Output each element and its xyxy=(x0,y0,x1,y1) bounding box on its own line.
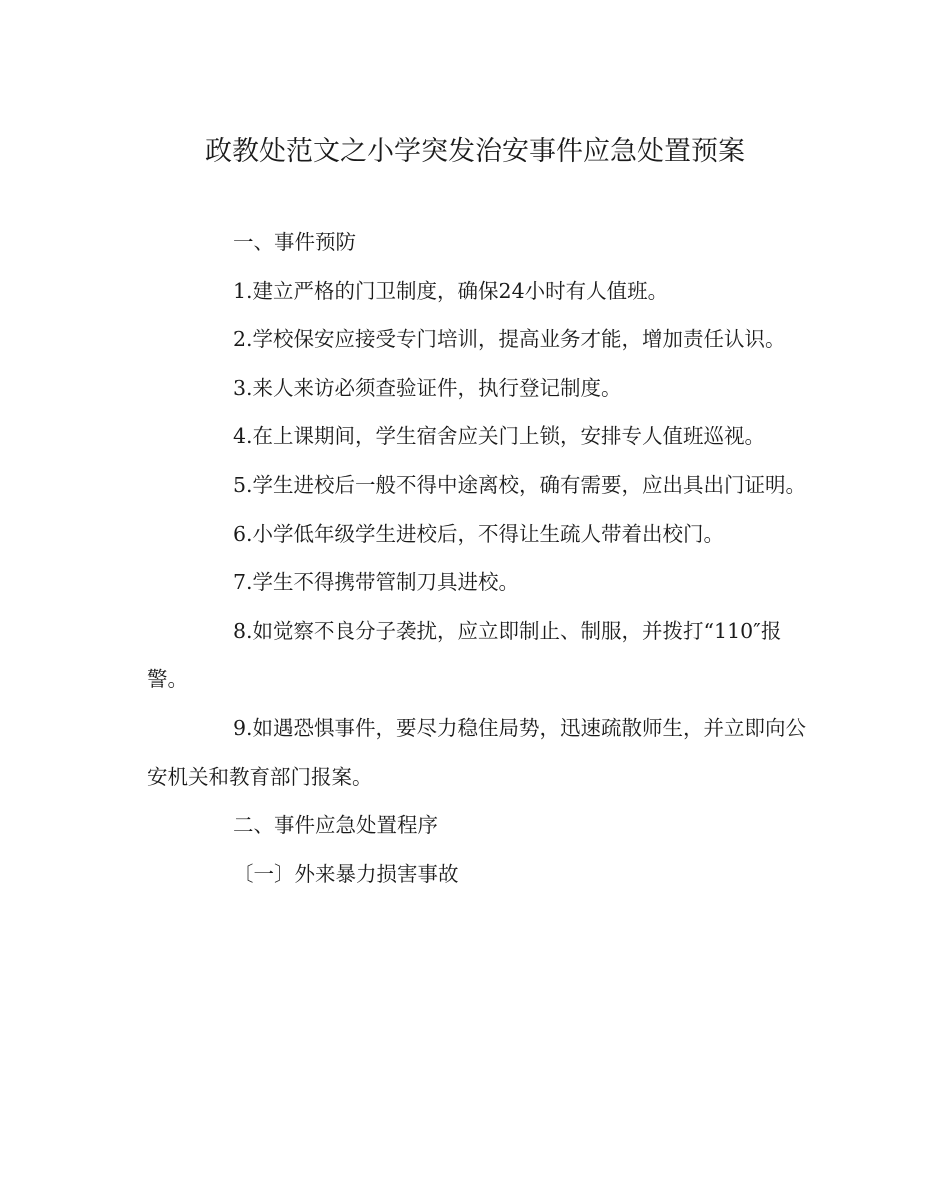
document-title: 政教处范文之小学突发治安事件应急处置预案 xyxy=(205,136,745,167)
paragraph-item-4: 4.在上课期间，学生宿舍应关门上锁，安排专人值班巡视。 xyxy=(233,424,766,449)
paragraph-item-9: 9.如遇恐惧事件，要尽力稳住局势，迅速疏散师生，并立即向公安机关和教育部门报案。 xyxy=(147,715,807,789)
paragraph-item-7: 7.学生不得携带管制刀具进校。 xyxy=(233,570,520,595)
document-body xyxy=(147,218,807,898)
paragraph-item-5: 5.学生进校后一般不得中途离校，确有需要，应出具出门证明。 xyxy=(233,472,807,497)
paragraph-item-2: 2.学校保安应接受专门培训，提高业务才能，增加责任认识。 xyxy=(233,327,786,352)
section-heading-prevention: 一、事件预防 xyxy=(233,230,356,254)
paragraph-item-1: 1.建立严格的门卫制度，确保24小时有人值班。 xyxy=(233,278,669,303)
paragraph-item-3: 3.来人来访必须查验证件，执行登记制度。 xyxy=(233,375,622,400)
section-heading-procedure: 二、事件应急处置程序 xyxy=(233,813,438,838)
paragraph-item-8: 8.如觉察不良分子袭扰，应立即制止、制服，并拨打“110″报警。 xyxy=(147,618,782,692)
subsection-heading-external-violence: 〔一〕外来暴力损害事故 xyxy=(233,861,459,886)
paragraph-item-6: 6.小学低年级学生进校后，不得让生疏人带着出校门。 xyxy=(233,521,725,546)
